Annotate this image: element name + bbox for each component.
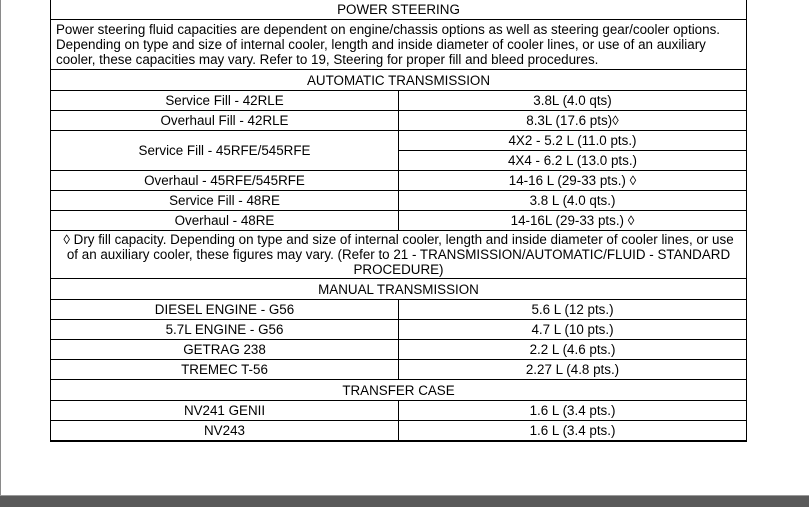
row-item: DIESEL ENGINE - G56 [51,300,399,320]
table-row [51,320,747,340]
row-item: Overhaul Fill - 42RLE [51,111,399,131]
row-item: TREMEC T-56 [51,360,399,380]
row-value-4x4: 4X4 - 6.2 L (13.0 pts.) [399,151,747,171]
section-header-row [51,279,747,300]
row-value: 4.7 L (10 pts.) [399,320,747,340]
table-row [51,91,747,111]
table-row [51,300,747,320]
automatic-transmission-header: AUTOMATIC TRANSMISSION [51,70,747,91]
row-value: 5.6 L (12 pts.) [399,300,747,320]
power-steering-note: Power steering fluid capacities are dependent on engine/chassis options as well as steering gear/cooler options. Depending on type and size of internal cooler, length and inside diameter of cooler lines, or use of an auxiliary cooler, these capacities may vary. Refer to 19, Steering for proper fill and bleed procedures. [51,20,747,70]
row-item: Service Fill - 42RLE [51,91,399,111]
row-value: 14-16 L (29-33 pts.) ◊ [399,171,747,191]
table-row [51,360,747,380]
row-value-4x2: 4X2 - 5.2 L (11.0 pts.) [399,131,747,151]
row-value: 1.6 L (3.4 pts.) [399,401,747,421]
row-item: Overhaul - 48RE [51,211,399,231]
row-item: NV243 [51,421,399,442]
fluid-capacities-table [50,0,747,442]
transfer-case-header: TRANSFER CASE [51,380,747,401]
row-item: Overhaul - 45RFE/545RFE [51,171,399,191]
note-row [51,231,747,279]
row-value: 1.6 L (3.4 pts.) [399,421,747,442]
row-value: 3.8 L (4.0 qts.) [399,191,747,211]
power-steering-header: POWER STEERING [51,0,747,20]
row-item: GETRAG 238 [51,340,399,360]
row-value: 14-16L (29-33 pts.) ◊ [399,211,747,231]
page-left-edge [0,0,1,495]
table-row [51,340,747,360]
row-item: Service Fill - 45RFE/545RFE [51,131,399,171]
table-row [51,191,747,211]
row-value: 8.3L (17.6 pts)◊ [399,111,747,131]
horizontal-scrollbar[interactable] [0,495,809,507]
section-header-row [51,0,747,20]
table-row [51,421,747,442]
section-header-row [51,70,747,91]
table-row [51,171,747,191]
row-item: Service Fill - 48RE [51,191,399,211]
manual-transmission-header: MANUAL TRANSMISSION [51,279,747,300]
note-row [51,20,747,70]
table-row [51,401,747,421]
row-item: 5.7L ENGINE - G56 [51,320,399,340]
table-row [51,211,747,231]
table-row [51,131,747,151]
table-row [51,111,747,131]
row-item: NV241 GENII [51,401,399,421]
dry-fill-note: ◊ Dry fill capacity. Depending on type and size of internal cooler, length and inside diameter of cooler lines, or use of an auxiliary cooler, these figures may vary. (Refer to 21 - TRANSMISSION/AUTOMATIC/FLUID - STANDARD PROCEDURE) [51,231,747,279]
row-value: 2.2 L (4.6 pts.) [399,340,747,360]
section-header-row [51,380,747,401]
row-value: 2.27 L (4.8 pts.) [399,360,747,380]
row-value: 3.8L (4.0 qts) [399,91,747,111]
